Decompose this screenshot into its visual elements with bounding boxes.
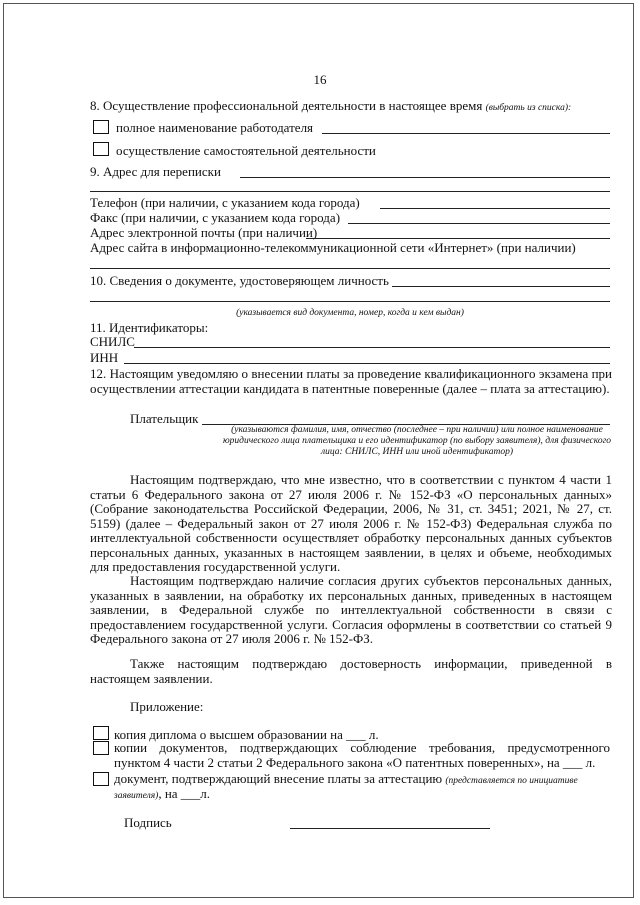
consent-paragraph-1: Настоящим подтверждаю, что мне известно, что в соответствии с пунктом 4 части 1 статьи 6 Федерального закона от 27 июля 2006 г. № 152-ФЗ «О персональных данных» (Собрание законодательства Российской Федерации, 2006, № 31, ст. 3451; 2021, № 27, ст. 5159) (далее – Федеральный закон от 27 июля 2006 г. № 152-ФЗ) Федеральная служба по интеллектуальной собственности осуществляет обработку персональных данных субъектов персональных данных, указанных в настоящем заявлении, в целях и объеме, необходимых для предоставления государственной услуги. xyxy=(90,472,612,574)
snils-field[interactable] xyxy=(134,347,610,348)
fax-label: Факс (при наличии, с указанием кода города) xyxy=(90,210,341,225)
payment-document-text: документ, подтверждающий внесение платы за аттестацию xyxy=(114,771,443,786)
payment-document-checkbox[interactable] xyxy=(93,772,109,786)
consent-paragraph-3: Также настоящим подтверждаю достоверность информации, приведенной в настоящем заявлении. xyxy=(90,656,612,686)
id-document-field[interactable] xyxy=(392,286,610,287)
signature-field[interactable] xyxy=(290,828,490,829)
signature-label: Подпись xyxy=(124,815,172,830)
attachments-title: Приложение: xyxy=(130,699,204,714)
phone-field[interactable] xyxy=(380,208,610,209)
section-9-label: 9. Адрес для переписки xyxy=(90,164,221,179)
inn-field[interactable] xyxy=(124,363,610,364)
documents-copy-label: копии документов, подтверждающих соблюдение требования, предусмотренного пунктом 4 части 2 статьи 2 Федерального закона «О патентных поверенных», на ___ л. xyxy=(114,740,610,770)
payment-document-pages: , на ___л. xyxy=(158,786,211,801)
section-8-hint: (выбрать из списка): xyxy=(485,103,572,113)
payer-label: Плательщик xyxy=(130,411,199,426)
consent-paragraph-2: Настоящим подтверждаю наличие согласия других субъектов персональных данных, указанных в заявлении, на обработку их персональных данных, приведенных в настоящем заявлении, в Федеральной службе по интеллектуальной собственности в связи с предоставлением государственной услуги. Согласия оформлены в соответствии со статьей 9 Федерального закона от 27 июля 2006 г. № 152-ФЗ. xyxy=(90,573,612,646)
diploma-copy-label: копия диплома о высшем образовании на ___ л. xyxy=(114,727,379,742)
website-field[interactable] xyxy=(90,268,610,269)
website-label: Адрес сайта в информационно-телекоммуникационной сети «Интернет» (при наличии) xyxy=(90,240,576,255)
employer-field[interactable] xyxy=(322,133,610,134)
self-employed-label: осуществление самостоятельной деятельности xyxy=(116,143,376,158)
id-document-field-line2[interactable] xyxy=(90,301,610,302)
address-field[interactable] xyxy=(240,177,610,178)
payment-document-label xyxy=(114,772,614,802)
diploma-copy-checkbox[interactable] xyxy=(93,726,109,740)
documents-copy-checkbox[interactable] xyxy=(93,741,109,755)
page-number: 16 xyxy=(313,72,327,87)
snils-label: СНИЛС xyxy=(90,334,135,349)
inn-label: ИНН xyxy=(90,350,119,365)
payer-caption: (указываются фамилия, имя, отчество (последнее – при наличии) или полное наименование юридического лица плательщика и его идентификатор (по выбору заявителя), для физического лица: СНИЛС, ИНН или иной идентификатор) xyxy=(222,425,612,457)
section-8-title xyxy=(90,98,571,114)
employer-checkbox[interactable] xyxy=(93,120,109,134)
section-12-text: 12. Настоящим уведомляю о внесении платы за проведение квалификационного экзамена при осуществлении аттестации кандидата в патентные поверенные (далее – плата за аттестацию). xyxy=(90,366,612,396)
section-11-label: 11. Идентификаторы: xyxy=(90,320,209,335)
email-label: Адрес электронной почты (при наличии) xyxy=(90,225,318,240)
id-document-caption: (указывается вид документа, номер, когда и кем выдан) xyxy=(236,308,464,318)
address-field-line2[interactable] xyxy=(90,191,610,192)
fax-field[interactable] xyxy=(348,223,610,224)
employer-label: полное наименование работодателя xyxy=(116,120,314,135)
payment-document-hint: (представляется по инициативе заявителя) xyxy=(114,776,578,801)
self-employed-checkbox[interactable] xyxy=(93,142,109,156)
section-10-label: 10. Сведения о документе, удостоверяющем личность xyxy=(90,273,389,288)
phone-label: Телефон (при наличии, с указанием кода города) xyxy=(90,195,360,210)
email-field[interactable] xyxy=(306,238,610,239)
section-8-title-text: 8. Осуществление профессиональной деятельности в настоящее время xyxy=(90,98,483,113)
